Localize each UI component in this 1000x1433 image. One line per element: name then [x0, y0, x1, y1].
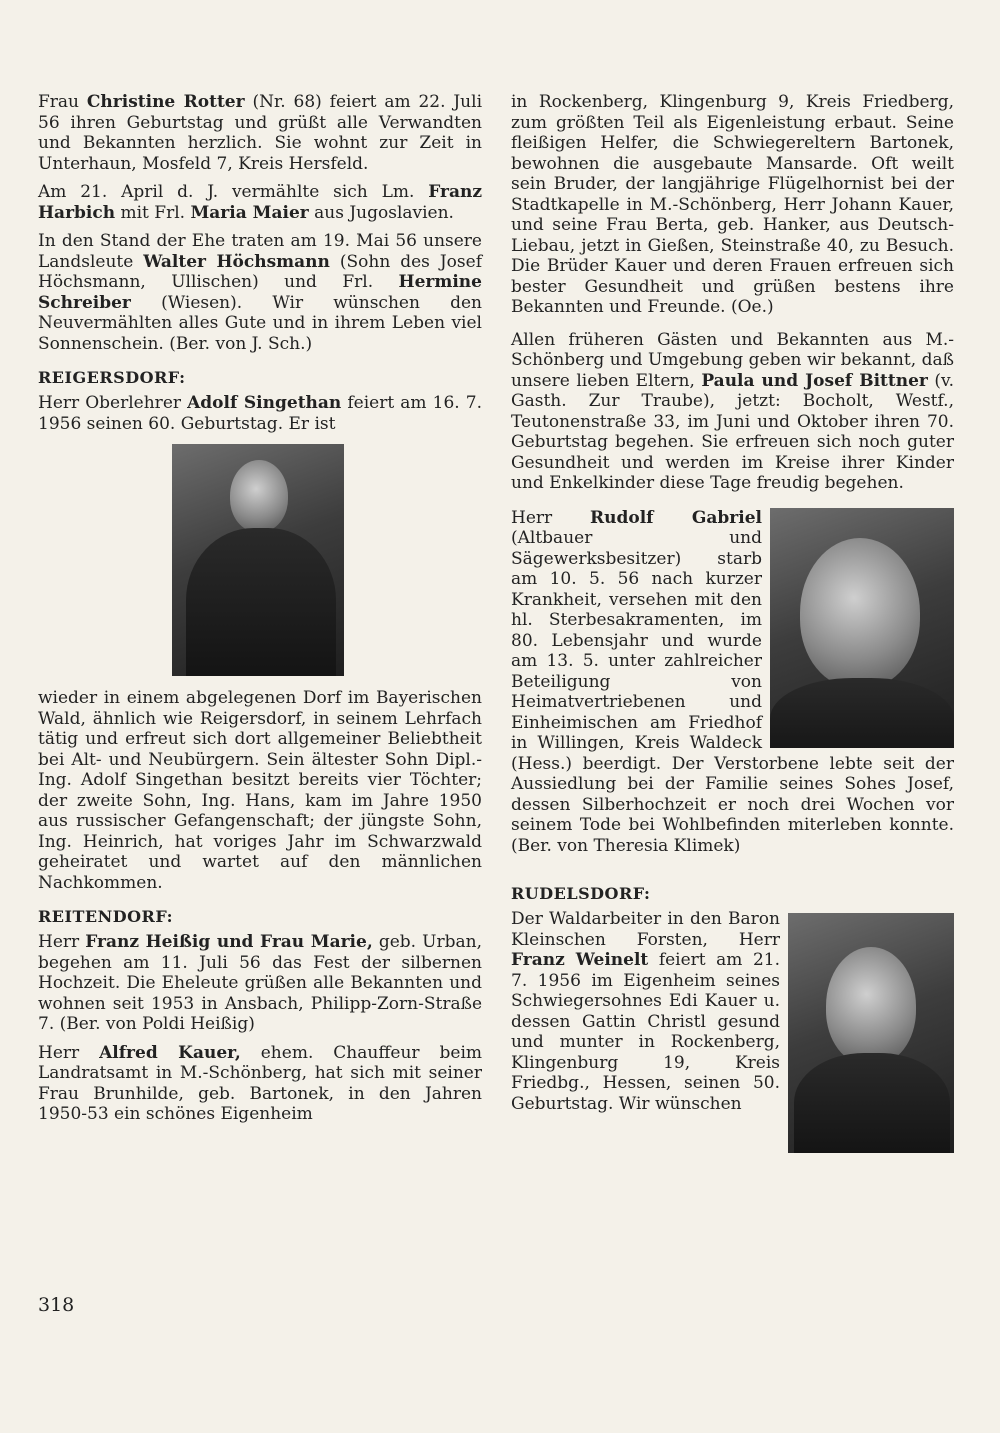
portrait-photo-weinelt [788, 913, 954, 1153]
portrait-photo-gabriel [770, 508, 954, 748]
paragraph-heissig: Herr Franz Heißig und Frau Marie, geb. Urban, begehen am 11. Juli 56 das Fest der silbernen Hochzeit. Die Eheleute grüßen alle Bekannten und wohnen seit 1953 in Ansbach, Philipp-Zorn-Straße 7. (Ber. von Poldi Heißig) [38, 932, 482, 1034]
paragraph-weinelt: Der Waldarbeiter in den Baron Kleinschen Forsten, Herr Franz Weinelt feiert am 21. 7. 1956 im Eigenheim seines Schwiegersohnes Edi Kauer u. dessen Gattin Christl gesund und munter in Rockenberg, Klingenburg 19, Kreis Friedbg., Hessen, seinen 50. Geburtstag. Wir wünschen [511, 909, 781, 1114]
person-name: Rudolf Gabriel [590, 507, 762, 528]
paragraph-bittner: Allen früheren Gästen und Bekannten aus M.-Schönberg und Umgebung geben wir bekannt, daß unsere lieben Eltern, Paula und Josef Bittner (v. Gasth. Zur Traube), jetzt: Bocholt, Westf., Teutonenstraße 33, im Juni und Oktober ihren 70. Geburtstag begehen. Sie erfreuen sich noch guter Gesundheit und werden im Kreise ihrer Kinder und Enkelkinder diese Tage freudig begehen. [511, 329, 954, 493]
paragraph-kauer-continued: in Rockenberg, Klingenburg 9, Kreis Friedberg, zum größten Teil als Eigenleistung erbaut. Seine fleißigen Helfer, die Schwiegereltern Bartonek, bewohnen die ausgebaute Mansarde. Oft weilt sein Bruder, der langjährige Flügelhornist bei der Stadtkapelle in M.-Schönberg, Herr Johann Kauer, und seine Frau Berta, geb. Hanker, aus Deutsch-Liebau, jetzt in Gießen, Steinstraße 40, zu Besuch. Die Brüder Kauer und deren Frauen erfreuen sich bester Gesundheit und grüßen bestens ihre Bekannten und Freunde. (Oe.) [511, 92, 954, 317]
section-heading-reitendorf: REITENDORF: [38, 907, 174, 926]
person-name: Adolf Singethan [187, 393, 342, 413]
person-name: Christine Rotter [86, 92, 245, 112]
weinelt-block [511, 909, 954, 1114]
gabriel-block [511, 508, 954, 857]
paragraph-hoechsmann: In den Stand der Ehe traten am 19. Mai 56 unsere Landsleute Walter Höchsmann (Sohn des Josef Höchsmann, Ullischen) und Frl. Hermine Schreiber (Wiesen). Wir wünschen den Neuvermählten alles Gute und in ihrem Leben viel Sonnenschein. (Ber. von J. Sch.) [38, 231, 482, 354]
person-name: Maria Maier [190, 202, 309, 223]
section-heading-reigersdorf: REIGERSDORF: [38, 368, 186, 387]
paragraph-singethan: Herr Oberlehrer Adolf Singethan feiert am 16. 7. 1956 seinen 60. Geburtstag. Er ist [38, 393, 482, 434]
person-name: Hermine Schreiber [38, 272, 482, 313]
person-name: Franz Weinelt [511, 950, 649, 970]
person-name: Franz Heißig und Frau Marie, [85, 932, 373, 952]
right-column [511, 92, 954, 1157]
person-name: Franz Harbich [38, 182, 482, 223]
paragraph-singethan-continued: wieder in einem abgelegenen Dorf im Bayerischen Wald, ähnlich wie Reigersdorf, in seinem Lehrfach tätig und erfreut sich dort allgemeiner Beliebtheit bei Alt- und Neubürgern. Sein ältester Sohn Dipl.-Ing. Adolf Singethan besitzt bereits vier Töchter; der zweite Sohn, Ing. Hans, kam im Jahre 1950 aus russischer Gefangenschaft; der jüngste Sohn, Ing. Heinrich, hat voriges Jahr im Schwarzwald geheiratet und wartet auf den männlichen Nachkommen. [38, 688, 482, 893]
portrait-photo-singethan [172, 444, 344, 676]
page-number: 318 [38, 1294, 75, 1316]
person-name: Paula und Josef Bittner [701, 370, 928, 391]
person-name: Alfred Kauer, [99, 1042, 241, 1063]
paragraph-rotter: Frau Christine Rotter (Nr. 68) feiert am 22. Juli 56 ihren Geburtstag und grüßt alle Verwandten und Bekannten herzlich. Sie wohnt zur Zeit in Unterhaun, Mosfeld 7, Kreis Hersfeld. [38, 92, 482, 174]
paragraph-harbich: Am 21. April d. J. vermählte sich Lm. Franz Harbich mit Frl. Maria Maier aus Jugoslavien. [38, 182, 482, 223]
person-name: Walter Höchsmann [143, 251, 330, 272]
section-heading-rudelsdorf: RUDELSDORF: [511, 884, 651, 903]
left-column [38, 92, 482, 1133]
paragraph-kauer: Herr Alfred Kauer, ehem. Chauffeur beim Landratsamt in M.-Schönberg, hat sich mit seiner Frau Brunhilde, geb. Bartonek, in den Jahren 1950-53 ein schönes Eigenheim [38, 1042, 482, 1124]
paragraph-gabriel: Herr Rudolf Gabriel (Altbauer und Sägewerksbesitzer) starb am 10. 5. 56 nach kurzer Krankheit, versehen mit den hl. Sterbesakramenten, im 80. Lebensjahr und wurde am 13. 5. unter zahlreicher Beteiligung von Heimatvertriebenen und Einheimischen am Friedhof in Willingen, Kreis Waldeck (Hess.) beerdigt. Der Verstorbene lebte seit der Aussiedlung bei der Familie seines Sohes Josef, dessen Silberhochzeit er noch drei Wochen vor seinem Tode bei Wohlbefinden miterleben konnte. (Ber. von Theresia Klimek) [511, 507, 954, 856]
